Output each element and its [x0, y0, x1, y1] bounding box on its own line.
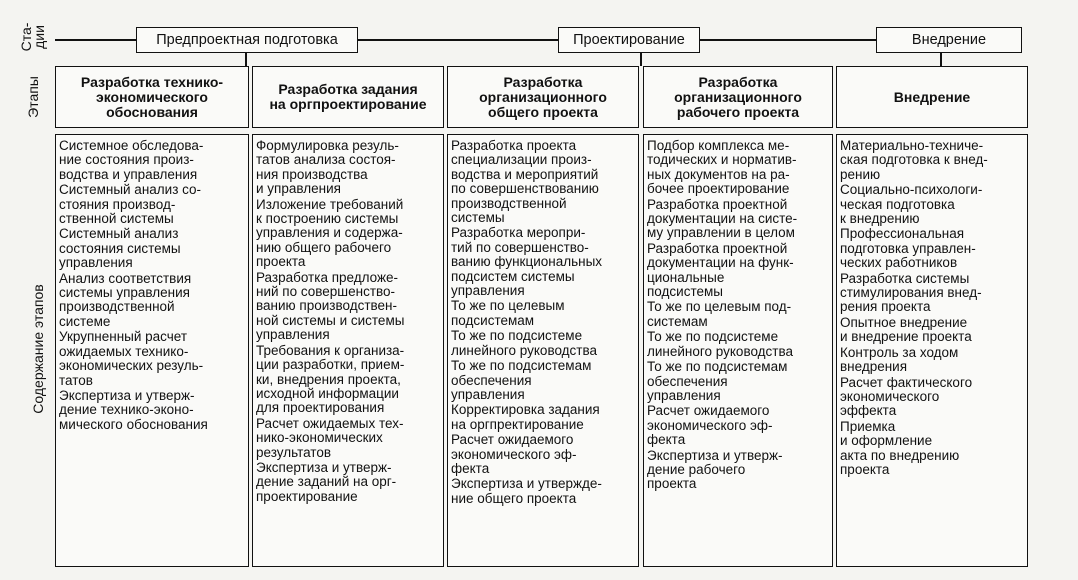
connector-mid: [358, 39, 558, 41]
content-item: Корректировка задания на оргпректирование: [451, 402, 600, 432]
stage-implementation: [876, 27, 1022, 53]
step-label: Разработка задания на оргпроектирование: [269, 81, 427, 112]
stage-label: Проектирование: [573, 32, 685, 48]
content-item: Расчет ожидаемого экономического эф- фекта: [647, 403, 773, 448]
content-item: Системный анализ со- стояния производ- ственной системы: [59, 182, 202, 227]
step-feasibility: [55, 66, 249, 128]
stage-label: Внедрение: [911, 32, 987, 48]
connector-drop: [245, 53, 247, 66]
content-item: Формулировка резуль- татов анализа состоя- ния производства и управления: [256, 138, 399, 197]
connector-right: [700, 39, 876, 41]
content-item: Расчет фактического экономического эффекта: [840, 374, 973, 419]
step-label: Внедрение: [893, 88, 971, 105]
step-label: Разработка технико- экономического обоснования: [80, 73, 224, 120]
content-item: Разработка системы стимулирования внед- рения проекта: [840, 270, 982, 315]
connector-drop: [940, 53, 942, 66]
content-item: Экспертиза и утверж- дение рабочего проекта: [647, 447, 783, 492]
content-item: Опытное внедрение и внедрение проекта: [840, 314, 972, 345]
step-label: Разработка организационного общего проекта: [479, 73, 607, 120]
content-item: Профессиональная подготовка управлен- ческих работников: [840, 226, 976, 271]
content-item: Экспертиза и утвержде- ние общего проекта: [451, 476, 602, 506]
stage-label: Предпроектная подготовка: [156, 32, 338, 48]
content-item: Разработка проектной документации на функ- циональные подсистемы: [647, 240, 794, 300]
content-item: Разработка проекта специализации произ- водства и мероприятий по совершенствованию производственной системы: [451, 138, 599, 226]
step-implementation: [836, 66, 1028, 128]
content-item: То же по целевым под- системам: [647, 299, 792, 329]
content-item: Системное обследова- ние состояния произ- водства и управления: [59, 138, 204, 182]
content-item: Укрупненный расчет ожидаемых технико- экономических резуль- татов: [59, 329, 204, 388]
content-item: Системный анализ состояния системы управления: [59, 226, 181, 271]
content-item: Анализ соответствия системы управления производственной системе: [59, 270, 192, 329]
content-item: Приемка и оформление акта по внедрению проекта: [840, 418, 960, 477]
step-general-project: [447, 66, 639, 128]
content-column-3: [447, 134, 639, 567]
content-item: Требования к организа- ции разработки, прием- ки, внедрения проекта, исходной информации для проектирования: [256, 342, 405, 416]
content-item: Контроль за ходом внедрения: [840, 344, 959, 375]
step-label: Разработка организационного рабочего проекта: [674, 73, 802, 120]
content-item: То же по подсистемам обеспечения управления: [451, 358, 592, 402]
content-item: То же по целевым подсистемам: [451, 298, 565, 328]
stage-preproject: [136, 27, 358, 53]
content-item: То же по подсистемам обеспечения управления: [647, 359, 788, 403]
content-item: Подбор комплекса ме- тодических и норматив- ных документов на ра- бочее проектирование: [647, 138, 797, 197]
contents-row-label: Содержание этапов: [30, 284, 46, 414]
step-working-project: [643, 66, 833, 128]
content-item: Материально-техниче- ская подготовка к внед- рению: [840, 138, 988, 182]
content-item: Разработка меропри- тий по совершенство- ванию функциональных подсистем системы управления: [451, 225, 603, 299]
content-column-1: [55, 134, 249, 567]
content-column-5: [836, 134, 1028, 567]
content-item: То же по подсистеме линейного руководства: [647, 329, 794, 359]
content-item: Экспертиза и утверж- дение заданий на орг- проектирование: [256, 459, 397, 504]
content-item: Разработка предложе- ний по совершенство- ванию производствен- ной системы и системы управления: [256, 269, 405, 343]
content-item: Расчет ожидаемого экономического эф- фекта: [451, 432, 577, 476]
content-item: Разработка проектной документации на систе- му управлении в целом: [647, 196, 798, 241]
content-item: То же по подсистеме линейного руководства: [451, 328, 598, 358]
step-assignment: [252, 66, 444, 128]
content-column-2: [252, 134, 444, 567]
content-item: Изложение требований к построению системы управления и содержа- нию общего рабочего проекта: [256, 196, 404, 270]
steps-row-label: Этапы: [25, 76, 41, 118]
stages-row-label: Ста- дии: [18, 22, 47, 52]
connector-left: [55, 39, 136, 41]
content-item: Расчет ожидаемых тех- нико-экономических результатов: [256, 415, 404, 460]
content-column-4: [643, 134, 833, 567]
stage-design: [558, 27, 700, 53]
content-item: Экспертиза и утверж- дение технико-эконо- мического обоснования: [59, 387, 208, 432]
content-item: Социально-психологи- ческая подготовка к внедрению: [840, 182, 983, 227]
connector-drop: [640, 53, 642, 66]
